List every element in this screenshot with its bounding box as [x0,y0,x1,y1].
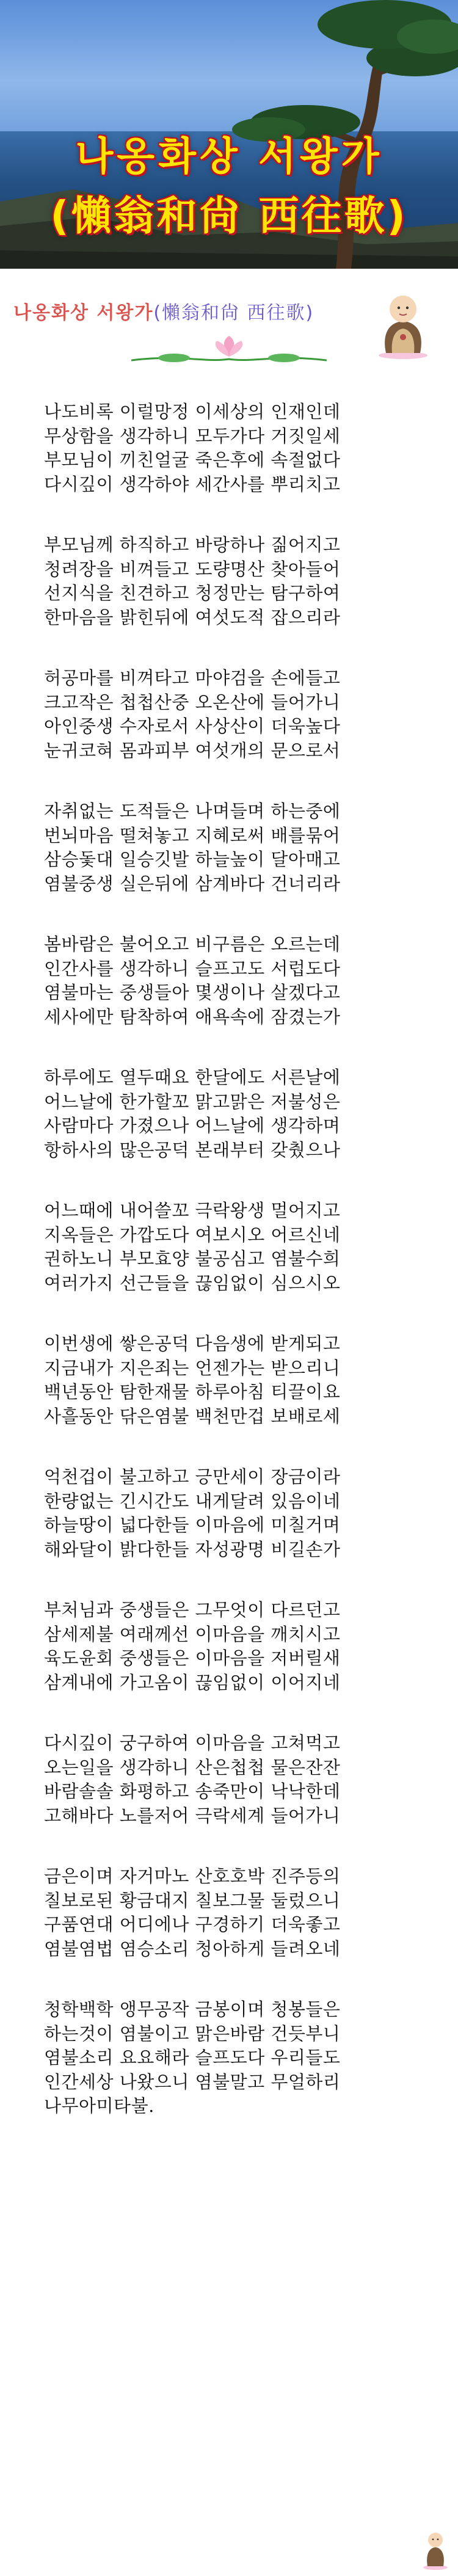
poem-line: 하는것이 염불이고 맑은바람 건듯부니 [44,2023,341,2044]
poem-line: 칠보로된 황금대지 칠보그물 둘렀으니 [44,1890,341,1911]
poem-line: 한마음을 밝힌뒤에 여섯도적 잡으리라 [44,606,341,628]
poem-line: 여러가지 선근들을 끊임없이 심으시오 [44,1272,341,1293]
poem-line: 무상함을 생각하니 모두가다 거짓일세 [44,425,341,446]
poem-stanza [44,1998,441,2119]
poem-line: 구품연대 어디에나 구경하기 더욱좋고 [44,1914,341,1935]
poem-line: 봄바람은 불어오고 비구름은 오르는데 [44,934,341,955]
poem-line: 눈귀코혀 몸과피부 여섯개의 문으로서 [44,740,341,761]
poem-line: 세사에만 탐착하여 애욕속에 잠겼는가 [44,1006,341,1027]
poem-stanza [44,1865,441,1961]
poem-line: 인간사를 생각하니 슬프고도 서럽도다 [44,958,341,979]
poem-line: 백년동안 탐한재물 하루아침 티끌이요 [44,1381,341,1402]
poem-line: 부처님과 중생들은 그무엇이 다르던고 [44,1599,341,1620]
poem-line: 염불중생 실은뒤에 삼계바다 건너리라 [44,873,341,894]
poem-line: 허공마를 비껴타고 마야검을 손에들고 [44,668,341,688]
monk-small-icon [421,2527,449,2570]
header-banner [0,0,458,269]
poem-line: 억천겁이 불고하고 긍만세이 장금이라 [44,1466,341,1487]
poem-stanza [44,933,441,1029]
poem-line: 자취없는 도적들은 나며들며 하는중에 [44,801,341,821]
poem-line: 하루에도 열두때요 한달에도 서른날에 [44,1067,341,1088]
poem-line: 나도비록 이럴망정 이세상의 인재인데 [44,401,341,422]
poem-line: 염불염법 염승소리 청아하게 들려오네 [44,1938,341,1959]
subtitle-hanja: (懶翁和尙 西往歌) [153,302,314,324]
poem-line: 오는일을 생각하니 산은첩첩 물은잔잔 [44,1756,341,1778]
subtitle [13,297,314,324]
poem-stanza [44,1731,441,1828]
poem-stanza [44,666,441,763]
monk-figure-icon [374,287,432,359]
poem-stanza [44,799,441,896]
poem-line: 삼계내에 가고옴이 끊임없이 이어지네 [44,1672,341,1693]
poem-line: 어느때에 내어쓸꼬 극락왕생 멀어지고 [44,1200,341,1221]
poem-stanza [44,1465,441,1562]
poem-line: 아인중생 수자로서 사상산이 더욱높다 [44,716,341,737]
poem-line: 사흘동안 닦은염불 백천만겁 보배로세 [44,1405,341,1427]
banner-title-hanja: (懶翁和尙 西往歌) [50,192,408,239]
poem-line: 바람솔솔 화평하고 송죽만이 낙낙한데 [44,1781,341,1802]
subtitle-korean: 나옹화상 서왕가 [13,302,154,324]
poem-line: 나무아미타불. [44,2095,154,2116]
poem-line: 어느날에 한가할꼬 맑고맑은 저불성은 [44,1091,341,1112]
poem-stanza [44,1066,441,1162]
poem-line: 부모님께 하직하고 바랑하나 짊어지고 [44,534,341,555]
poem-line: 청려장을 비껴들고 도량명산 찾아들어 [44,558,341,580]
banner-title-korean: 나옹화상 서왕가 [75,134,383,180]
poem-line: 청학백학 앵무공작 금봉이며 청봉들은 [44,1999,341,2020]
poem-line: 다시깊이 생각하야 세간사를 뿌리치고 [44,473,341,495]
poem-line: 염불소리 요요해라 슬프도다 우리들도 [44,2047,341,2068]
poem-line: 고해바다 노를저어 극락세계 들어가니 [44,1805,341,1826]
poem-line: 부모님이 끼친얼굴 죽은후에 속절없다 [44,449,341,470]
poem-body [44,400,441,2119]
poem-line: 크고작은 첩첩산중 오온산에 들어가니 [44,691,341,713]
poem-line: 한량없는 긴시간도 내게달려 있음이네 [44,1490,341,1512]
poem-stanza [44,400,441,497]
poem-line: 금은이며 자거마노 산호호박 진주등의 [44,1866,341,1887]
poem-line: 삼승돛대 일승깃발 하늘높이 달아매고 [44,849,341,870]
poem-line: 이번생에 쌓은공덕 다음생에 받게되고 [44,1333,341,1354]
poem-line: 번뇌마음 떨쳐놓고 지혜로써 배를묶어 [44,824,341,846]
poem-line: 해와달이 밝다한들 자성광명 비길손가 [44,1538,341,1560]
poem-line: 인간세상 나왔으니 염불말고 무얼하리 [44,2071,341,2092]
poem-line: 권하노니 부모효양 불공심고 염불수희 [44,1248,341,1269]
poem-line: 육도윤회 중생들은 이마음을 저버릴새 [44,1648,341,1668]
poem-line: 지옥들은 가깝도다 여보시오 어르신네 [44,1224,341,1245]
poem-stanza [44,1598,441,1695]
poem-line: 다시깊이 궁구하여 이마음을 고쳐먹고 [44,1733,341,1753]
poem-line: 하늘땅이 넓다한들 이마음에 미칠거며 [44,1515,341,1535]
poem-line: 삼세제불 여래께선 이마음을 깨치시고 [44,1623,341,1645]
poem-line: 선지식을 친견하고 청정만는 탐구하여 [44,583,341,603]
poem-stanza [44,533,441,630]
poem-stanza [44,1199,441,1295]
poem-stanza [44,1332,441,1428]
poem-line: 지금내가 지은죄는 언젠가는 받으리니 [44,1357,341,1378]
poem-line: 사람마다 가졌으나 어느날에 생각하며 [44,1115,341,1136]
lotus-ornament-icon [125,336,333,366]
poem-line: 항하사의 많은공덕 본래부터 갖췄으나 [44,1139,341,1160]
poem-line: 염불마는 중생들아 몇생이나 살겠다고 [44,982,341,1003]
